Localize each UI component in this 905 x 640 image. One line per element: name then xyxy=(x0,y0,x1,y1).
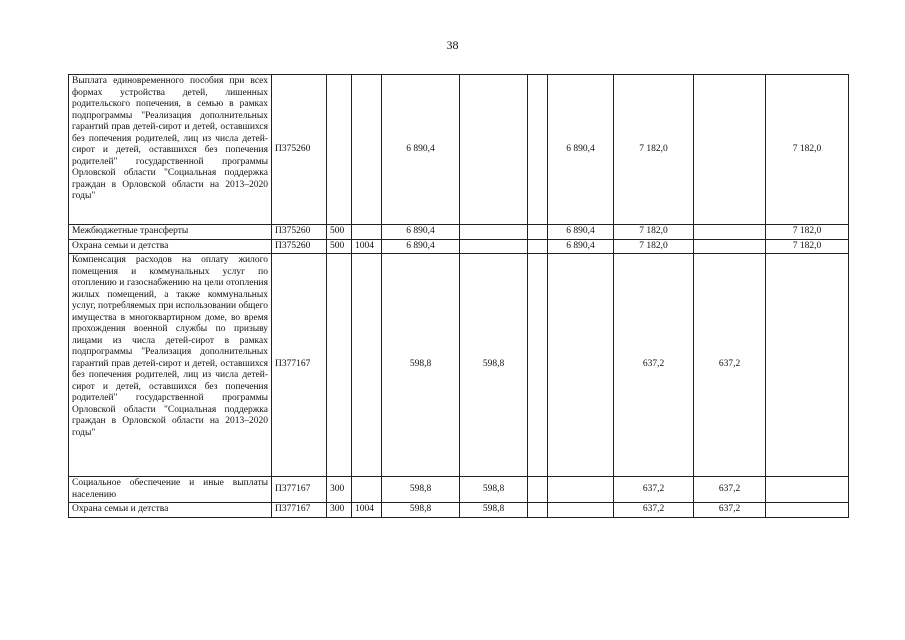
row-rz xyxy=(352,477,382,503)
row-value-1: 598,8 xyxy=(382,503,460,518)
row-csr: П375260 xyxy=(272,239,327,254)
row-value-1: 6 890,4 xyxy=(382,75,460,225)
row-value-1: 598,8 xyxy=(382,254,460,477)
row-value-7: 7 182,0 xyxy=(766,225,849,240)
row-value-4 xyxy=(548,254,614,477)
row-csr: П375260 xyxy=(272,75,327,225)
row-value-7: 7 182,0 xyxy=(766,239,849,254)
row-value-2 xyxy=(460,225,528,240)
row-value-5: 637,2 xyxy=(614,503,694,518)
row-value-1: 6 890,4 xyxy=(382,225,460,240)
row-name: Социальное обеспечение и иные выплаты населению xyxy=(69,477,272,503)
row-name: Охрана семьи и детства xyxy=(69,503,272,518)
row-vr: 300 xyxy=(327,477,352,503)
row-value-2: 598,8 xyxy=(460,254,528,477)
row-value-4: 6 890,4 xyxy=(548,225,614,240)
table-row xyxy=(69,254,849,477)
row-value-5: 7 182,0 xyxy=(614,75,694,225)
table-row xyxy=(69,503,849,518)
row-name: Компенсация расходов на оплату жилого помещения и коммунальных услуг по отоплению и газоснабжению на цели отопления жилых помещений, а также коммунальных услуг, потребляемых при использовании общего имущества в многоквартирном доме, во время прохождения военной службы по призыву лицами из числа детей-сирот в рамках подпрограммы "Реализация дополнительных гарантий прав детей-сирот и детей, оставшихся без попечения родителей, лиц из числа детей-сирот и детей, оставшихся без попечения родителей" государственной программы Орловской области "Социальная поддержка граждан в Орловской области на 2013–2020 годы" xyxy=(69,254,272,477)
row-value-5: 637,2 xyxy=(614,477,694,503)
row-value-3 xyxy=(528,477,548,503)
row-vr xyxy=(327,75,352,225)
row-value-6: 637,2 xyxy=(694,477,766,503)
table-row xyxy=(69,477,849,503)
row-rz: 1004 xyxy=(352,239,382,254)
row-value-6 xyxy=(694,225,766,240)
row-value-5: 7 182,0 xyxy=(614,239,694,254)
row-value-6 xyxy=(694,75,766,225)
table-row xyxy=(69,75,849,225)
row-value-3 xyxy=(528,503,548,518)
row-value-5: 7 182,0 xyxy=(614,225,694,240)
row-value-7: 7 182,0 xyxy=(766,75,849,225)
row-csr: П375260 xyxy=(272,225,327,240)
row-value-7 xyxy=(766,477,849,503)
row-vr: 500 xyxy=(327,225,352,240)
row-value-6: 637,2 xyxy=(694,254,766,477)
row-value-1: 6 890,4 xyxy=(382,239,460,254)
row-csr: П377167 xyxy=(272,254,327,477)
row-value-6 xyxy=(694,239,766,254)
row-name: Межбюджетные трансферты xyxy=(69,225,272,240)
row-value-6: 637,2 xyxy=(694,503,766,518)
row-value-2: 598,8 xyxy=(460,503,528,518)
row-value-3 xyxy=(528,239,548,254)
row-value-3 xyxy=(528,75,548,225)
row-value-2 xyxy=(460,239,528,254)
row-vr: 300 xyxy=(327,503,352,518)
row-value-2 xyxy=(460,75,528,225)
row-vr: 500 xyxy=(327,239,352,254)
row-value-7 xyxy=(766,254,849,477)
row-value-4 xyxy=(548,477,614,503)
row-vr xyxy=(327,254,352,477)
page-number: 38 xyxy=(446,38,459,52)
row-value-4: 6 890,4 xyxy=(548,75,614,225)
row-csr: П377167 xyxy=(272,477,327,503)
row-rz xyxy=(352,254,382,477)
row-name: Выплата единовременного пособия при всех формах устройства детей, лишенных родительского попечения, в семью в рамках подпрограммы "Реализация дополнительных гарантий прав детей-сирот и детей, оставшихся без попечения родителей, лиц из числа детей-сирот и детей, оставшихся без попечения родителей" государственной программы Орловской области "Социальная поддержка граждан в Орловской области на 2013–2020 годы" xyxy=(69,75,272,225)
table-row xyxy=(69,225,849,240)
row-value-4: 6 890,4 xyxy=(548,239,614,254)
row-value-3 xyxy=(528,225,548,240)
row-value-2: 598,8 xyxy=(460,477,528,503)
row-csr: П377167 xyxy=(272,503,327,518)
row-rz xyxy=(352,225,382,240)
row-rz: 1004 xyxy=(352,503,382,518)
row-rz xyxy=(352,75,382,225)
row-value-7 xyxy=(766,503,849,518)
row-value-4 xyxy=(548,503,614,518)
budget-table xyxy=(68,74,849,518)
row-value-3 xyxy=(528,254,548,477)
row-value-1: 598,8 xyxy=(382,477,460,503)
row-value-5: 637,2 xyxy=(614,254,694,477)
table-row xyxy=(69,239,849,254)
row-name: Охрана семьи и детства xyxy=(69,239,272,254)
